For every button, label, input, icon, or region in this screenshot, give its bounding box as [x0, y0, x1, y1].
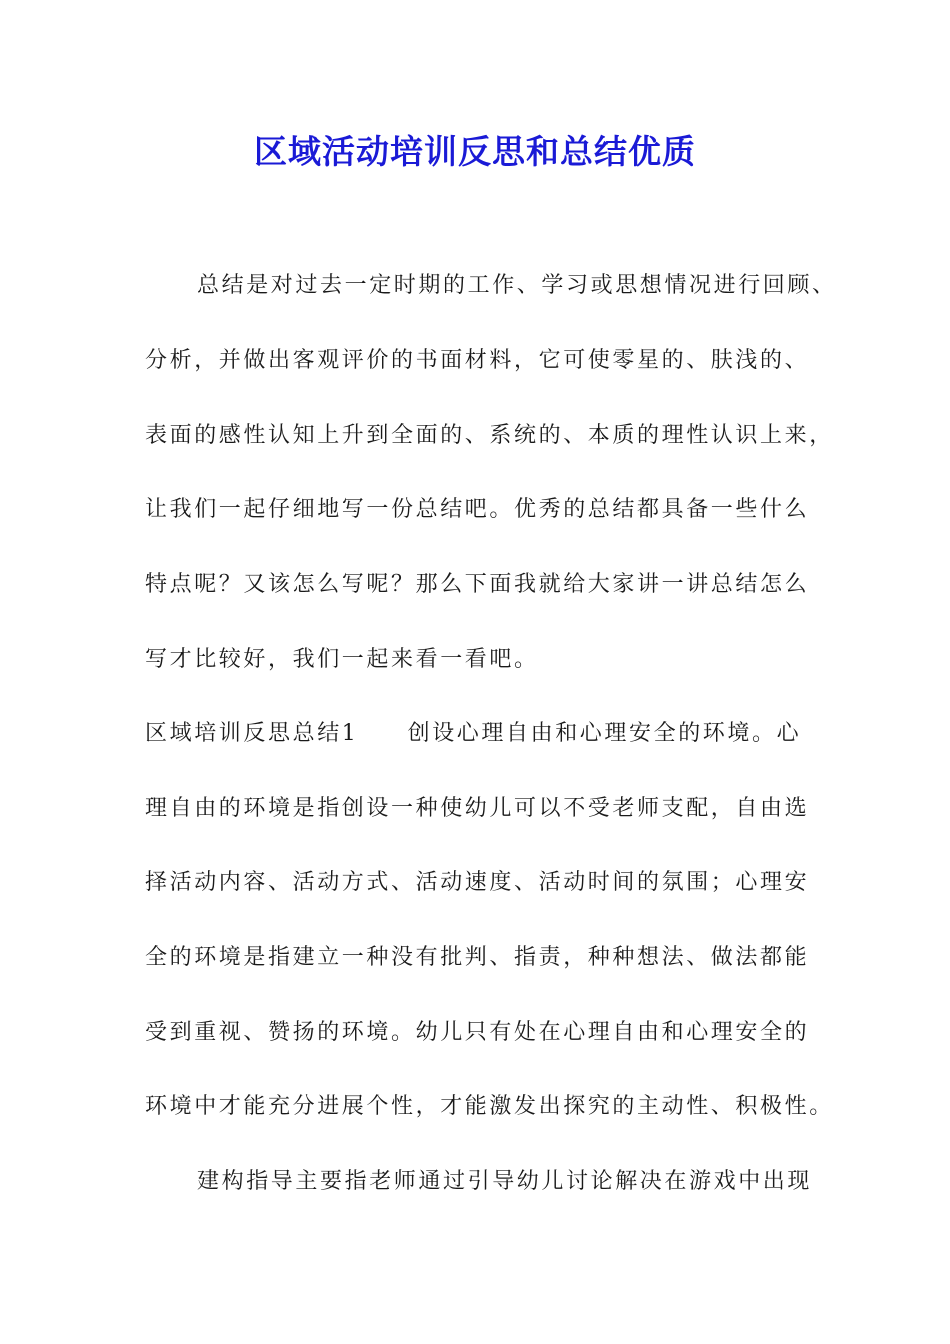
paragraph-line: 环境中才能充分进展个性，才能激发出探究的主动性、积极性。 — [145, 1094, 834, 1119]
paragraph-line: 建构指导主要指老师通过引导幼儿讨论解决在游戏中出现 — [197, 1169, 813, 1194]
paragraph-line: 理自由的环境是指创设一种使幼儿可以不受老师支配，自由选 — [145, 796, 810, 821]
paragraph-line: 总结是对过去一定时期的工作、学习或思想情况进行回顾、 — [197, 273, 837, 298]
paragraph-line: 受到重视、赞扬的环境。幼儿只有处在心理自由和心理安全的 — [145, 1020, 810, 1045]
paragraph-line: 全的环境是指建立一种没有批判、指责，种种想法、做法都能 — [145, 945, 810, 970]
paragraph-line: 择活动内容、活动方式、活动速度、活动时间的氛围；心理安 — [145, 870, 810, 895]
section-heading-line: 区域培训反思总结1 创设心理自由和心理安全的环境。心 — [145, 721, 802, 746]
paragraph-line: 表面的感性认知上升到全面的、系统的、本质的理性认识上来， — [145, 423, 834, 448]
paragraph-line: 让我们一起仔细地写一份总结吧。优秀的总结都具备一些什么 — [145, 497, 810, 522]
paragraph-line: 写才比较好，我们一起来看一看吧。 — [145, 647, 539, 672]
paragraph-line: 分析，并做出客观评价的书面材料，它可使零星的、肤浅的、 — [145, 348, 810, 373]
document-title: 区域活动培训反思和总结优质 — [254, 132, 696, 171]
paragraph-line: 特点呢？又该怎么写呢？那么下面我就给大家讲一讲总结怎么 — [145, 572, 810, 597]
